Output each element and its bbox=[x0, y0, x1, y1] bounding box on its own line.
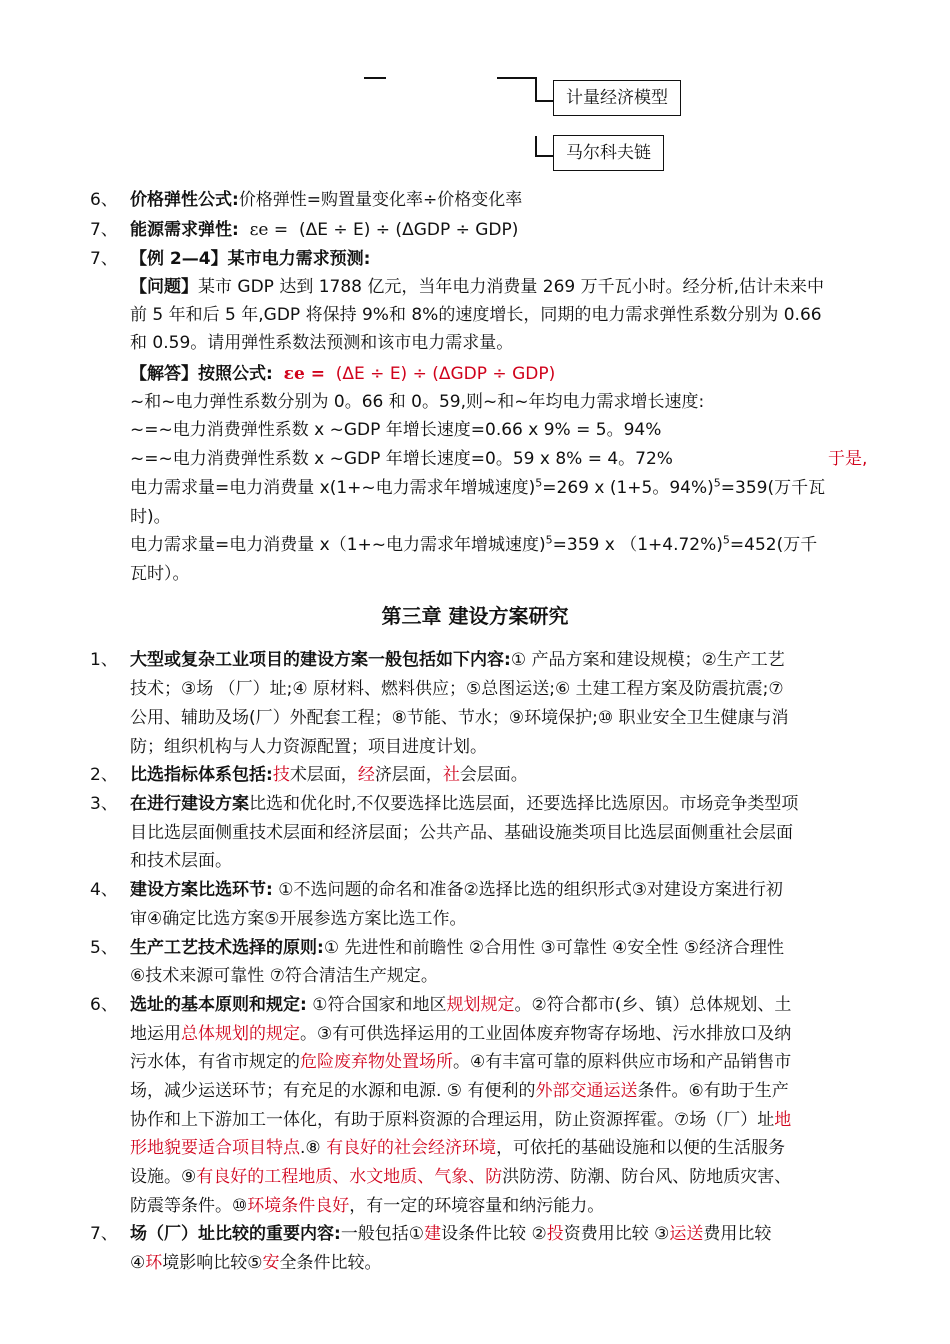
item-text: 。②符合都市(乡、镇）总体规划、土 bbox=[514, 995, 792, 1015]
ch3-item-1-line4: 防；组织机构与人力资源配置；项目进度计划。 bbox=[130, 737, 487, 757]
item-title: 大型或复杂工业项目的建设方案一般包括如下内容: bbox=[130, 650, 511, 670]
ch3-item-4-line2: 审④确定比选方案⑤开展参选方案比选工作。 bbox=[130, 909, 467, 929]
highlight: 外部交通运送 bbox=[535, 1081, 638, 1101]
calc-text: 电力需求量=电力消费量 x(1+~电力需求年增城速度) bbox=[130, 478, 536, 498]
item-text: 洪防涝、防潮、防台风、防地质灾害、 bbox=[502, 1167, 792, 1187]
ch3-item-6 bbox=[90, 991, 791, 1019]
item-text: 会层面。 bbox=[459, 765, 528, 785]
diagram-box-markov: 马尔科夫链 bbox=[553, 135, 664, 171]
item-text: 济层面， bbox=[374, 765, 443, 785]
ch3-item-1 bbox=[90, 646, 785, 674]
problem-text: 某市 GDP 达到 1788 亿元，当年电力消费量 269 万千瓦小时。经分析,估计未来中 bbox=[198, 277, 825, 297]
ch3-item-6-line5 bbox=[130, 1106, 791, 1134]
example-heading: 【例 2—4】某市电力需求预测: bbox=[130, 249, 371, 269]
calc-text: =359(万千瓦 bbox=[720, 478, 826, 498]
diagram-box-econometric: 计量经济模型 bbox=[553, 80, 681, 116]
item-energy-elasticity bbox=[90, 216, 518, 244]
solution-line-3: ~=~电力消费弹性系数 x ~GDP 年增长速度=0。59 x 8% = 4。72% bbox=[130, 449, 673, 469]
calc-line-1b: 时)。 bbox=[130, 507, 171, 527]
ch3-item-7 bbox=[90, 1220, 771, 1248]
item-title: 在进行建设方案 bbox=[130, 794, 249, 814]
item-text: 术层面， bbox=[289, 765, 358, 785]
calc-text: =452(万千 bbox=[729, 535, 818, 555]
item-text: 污水体，有省市规定的 bbox=[130, 1052, 300, 1072]
problem-line-3: 和 0.59。请用弹性系数法预测和该市电力需求量。 bbox=[130, 333, 514, 353]
highlight: 经 bbox=[357, 765, 375, 785]
diagram-connector-v2 bbox=[535, 136, 537, 156]
diagram-connector-2 bbox=[535, 155, 553, 157]
highlight: 有良好的社会经济环境 bbox=[326, 1138, 497, 1158]
item-number: 6、 bbox=[90, 995, 118, 1015]
ch3-item-6-line7 bbox=[130, 1163, 791, 1191]
problem-line-2: 前 5 年和后 5 年,GDP 将保持 9%和 8%的速度增长，同期的电力需求弹性系数分别为 0.66 bbox=[130, 305, 822, 325]
ch3-item-3 bbox=[90, 790, 798, 818]
item-title: 价格弹性公式: bbox=[130, 190, 239, 210]
answer-line bbox=[130, 360, 555, 388]
ch3-item-4 bbox=[90, 876, 783, 904]
highlight: 环境条件良好 bbox=[247, 1196, 350, 1216]
calc-text: =269 x (1+5。94%) bbox=[542, 478, 714, 498]
diagram-line-right bbox=[497, 77, 535, 79]
exponent: 5 bbox=[722, 533, 730, 547]
item-number: 5、 bbox=[90, 938, 118, 958]
item-text: 场，减少运送环节；有充足的水源和电源. ⑤ 有便利的 bbox=[130, 1081, 536, 1101]
ch3-item-3-line3: 和技术层面。 bbox=[130, 851, 232, 871]
item-text: ，有一定的环境容量和纳污能力。 bbox=[349, 1196, 605, 1216]
item-number: 3、 bbox=[90, 794, 118, 814]
ch3-item-2 bbox=[90, 761, 528, 789]
ch3-item-6-line6 bbox=[130, 1134, 785, 1162]
item-title: 比选指标体系包括: bbox=[130, 765, 273, 785]
item-text: ①符合国家和地区 bbox=[306, 995, 447, 1015]
ch3-item-7-line2 bbox=[130, 1249, 382, 1277]
problem-line-1 bbox=[130, 273, 824, 301]
calc-line-1 bbox=[130, 474, 825, 502]
elasticity-formula: (ΔE ÷ E) ÷ (ΔGDP ÷ GDP) bbox=[298, 220, 519, 240]
item-text: 境影响比较⑤ bbox=[162, 1253, 263, 1273]
item-number: 7、 bbox=[90, 249, 118, 269]
item-text: 协作和上下游加工一体化，有助于原料资源的合理运用，防止资源挥霍。⑦场（厂）址 bbox=[130, 1110, 775, 1130]
item-title: 场（厂）址比较的重要内容: bbox=[130, 1224, 341, 1244]
example-title bbox=[90, 245, 370, 273]
ch3-item-5-line2: ⑥技术来源可靠性 ⑦符合清洁生产规定。 bbox=[130, 966, 438, 986]
calc-line-2 bbox=[130, 531, 817, 559]
epsilon-symbol: εe = bbox=[249, 220, 289, 240]
epsilon-symbol: εe = bbox=[283, 364, 325, 384]
answer-formula: (ΔE ÷ E) ÷ (ΔGDP ÷ GDP) bbox=[335, 364, 556, 384]
item-number: 4、 bbox=[90, 880, 118, 900]
ch3-item-6-line3 bbox=[130, 1048, 791, 1076]
solution-line-2: ~=~电力消费弹性系数 x ~GDP 年增长速度=0.66 x 9% = 5。94% bbox=[130, 420, 662, 440]
highlight: 社 bbox=[442, 765, 460, 785]
item-title: 选址的基本原则和规定: bbox=[130, 995, 307, 1015]
ch3-item-6-line4 bbox=[130, 1077, 789, 1105]
solution-line-1: ~和~电力弹性系数分别为 0。66 和 0。59,则~和~年均电力需求增长速度: bbox=[130, 392, 705, 412]
highlight: 运送 bbox=[669, 1224, 704, 1244]
answer-label: 【解答】按照公式: bbox=[130, 364, 273, 384]
item-price-elasticity bbox=[90, 186, 522, 214]
highlight: 有良好的工程地质、水文地质、气象、防 bbox=[196, 1167, 503, 1187]
highlight: 投 bbox=[546, 1224, 564, 1244]
exponent: 5 bbox=[713, 476, 721, 490]
highlight: 形地貌要适合项目特点 bbox=[130, 1138, 300, 1158]
calc-line-2b: 瓦时）。 bbox=[130, 564, 190, 584]
item-text: 费用比较 bbox=[703, 1224, 772, 1244]
diagram-connector-v1 bbox=[535, 77, 537, 101]
item-text: 一般包括① bbox=[340, 1224, 425, 1244]
ch3-item-6-line2 bbox=[130, 1020, 791, 1048]
item-text: 条件。⑥有助于生产 bbox=[637, 1081, 789, 1101]
yushi-text: 于是, bbox=[828, 449, 868, 469]
highlight: 建 bbox=[424, 1224, 442, 1244]
item-text: 地运用 bbox=[130, 1024, 181, 1044]
diagram-connector-1 bbox=[535, 100, 553, 102]
item-text: .⑧ bbox=[300, 1138, 327, 1158]
item-title: 生产工艺技术选择的原则: bbox=[130, 938, 324, 958]
item-text: 防震等条件。⑩ bbox=[130, 1196, 248, 1216]
highlight: 安 bbox=[262, 1253, 280, 1273]
item-text: 。③有可供选择运用的工业固体废弃物寄存场地、污水排放口及纳 bbox=[300, 1024, 792, 1044]
item-text: ，可依托的基础设施和以便的生活服务 bbox=[496, 1138, 786, 1158]
calc-text: =359 x （1+4.72%) bbox=[552, 535, 723, 555]
exponent: 5 bbox=[545, 533, 553, 547]
ch3-item-6-line8 bbox=[130, 1192, 604, 1220]
item-text: 设条件比较 ② bbox=[441, 1224, 547, 1244]
item-number: 2、 bbox=[90, 765, 118, 785]
ch3-item-5 bbox=[90, 934, 784, 962]
item-number: 7、 bbox=[90, 220, 118, 240]
highlight: 总体规划的规定 bbox=[181, 1024, 300, 1044]
item-text: 比选和优化时,不仅要选择比选层面，还要选择比选原因。市场竞争类型项 bbox=[249, 794, 799, 814]
item-title: 建设方案比选环节: bbox=[130, 880, 273, 900]
item-text: 设施。⑨ bbox=[130, 1167, 197, 1187]
item-text: ① 产品方案和建设规模；②生产工艺 bbox=[510, 650, 785, 670]
diagram-line-left bbox=[364, 77, 386, 79]
highlight: 地 bbox=[774, 1110, 792, 1130]
item-text: ① 先进性和前瞻性 ②合用性 ③可靠性 ④安全性 ⑤经济合理性 bbox=[323, 938, 785, 958]
calc-text: 电力需求量=电力消费量 x（1+~电力需求年增城速度) bbox=[130, 535, 546, 555]
ch3-item-3-line2: 目比选层面侧重技术层面和经济层面；公共产品、基础设施类项目比选层面侧重社会层面 bbox=[130, 823, 793, 843]
item-text: 资费用比较 ③ bbox=[563, 1224, 670, 1244]
item-title: 能源需求弹性: bbox=[130, 220, 239, 240]
item-number: 6、 bbox=[90, 190, 118, 210]
highlight: 危险废弃物处置场所 bbox=[300, 1052, 453, 1072]
highlight: 规划规定 bbox=[446, 995, 515, 1015]
item-text: 。④有丰富可靠的原料供应市场和产品销售市 bbox=[453, 1052, 792, 1072]
problem-label: 【问题】 bbox=[130, 277, 198, 297]
highlight: 技 bbox=[272, 765, 290, 785]
item-number: 1、 bbox=[90, 650, 118, 670]
exponent: 5 bbox=[535, 476, 543, 490]
highlight: 环 bbox=[145, 1253, 163, 1273]
chapter-title: 第三章 建设方案研究 bbox=[381, 604, 569, 628]
item-text: 全条件比较。 bbox=[279, 1253, 382, 1273]
item-number: 7、 bbox=[90, 1224, 118, 1244]
ch3-item-1-line3: 公用、辅助及场(厂）外配套工程；⑧节能、节水；⑨环境保护;⑩ 职业安全卫生健康与消 bbox=[130, 708, 789, 728]
item-text: ④ bbox=[130, 1253, 146, 1273]
item-text: ①不选问题的命名和准备②选择比选的组织形式③对建设方案进行初 bbox=[272, 880, 783, 900]
ch3-item-1-line2: 技术；③场 （厂）址;④ 原材料、燃料供应；⑤总图运送;⑥ 土建工程方案及防震抗震;⑦ bbox=[130, 679, 784, 699]
item-text: 价格弹性=购置量变化率÷价格变化率 bbox=[238, 190, 523, 210]
